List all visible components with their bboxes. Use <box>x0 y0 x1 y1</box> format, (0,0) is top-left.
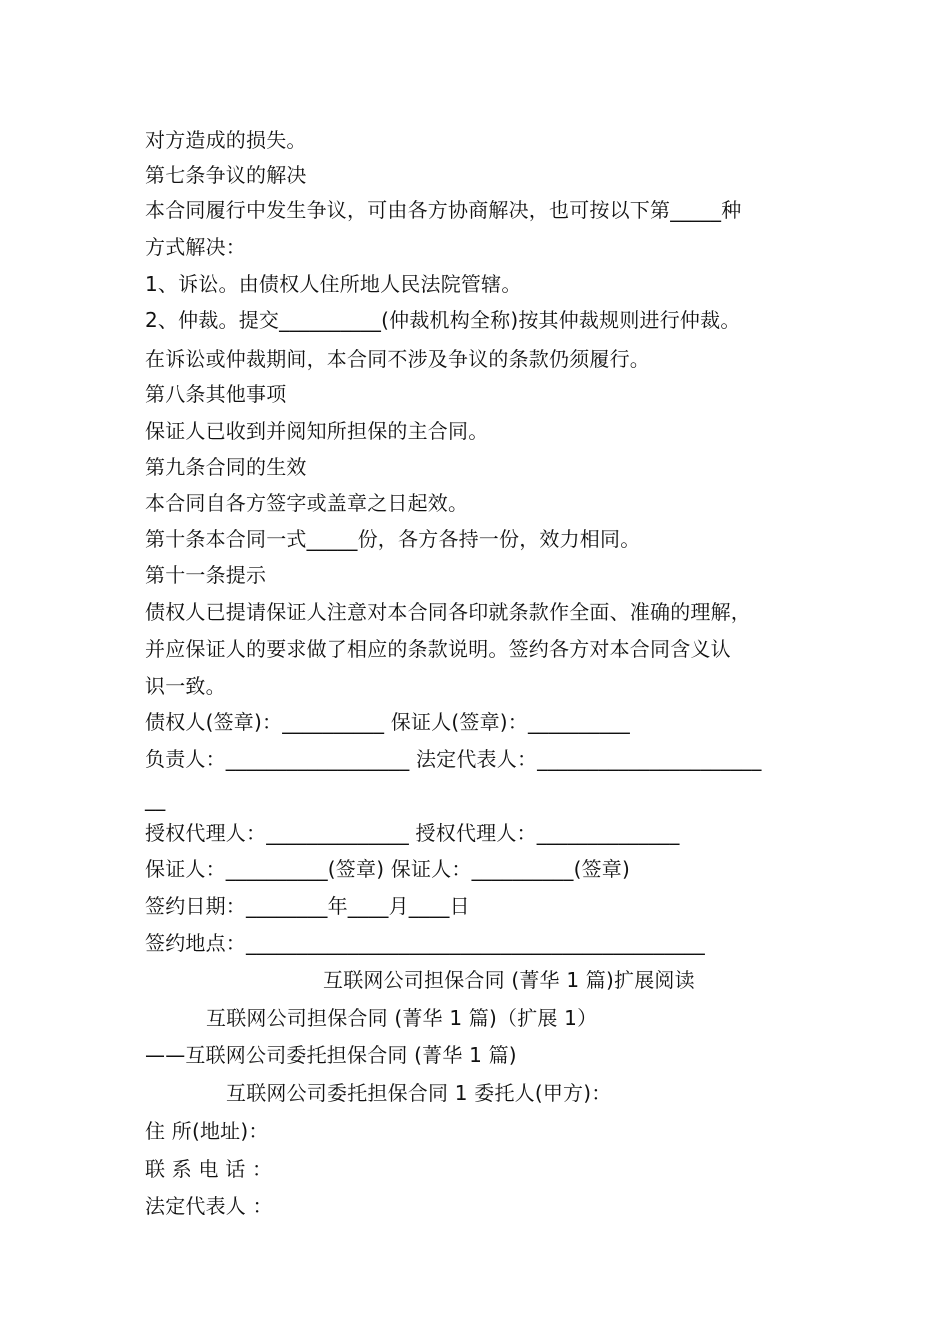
text-line: 识一致。 <box>145 674 226 698</box>
extended-reading-subtitle: ——互联网公司委托担保合同 (菁华 1 篇) <box>145 1043 517 1067</box>
text-line: 方式解决： <box>145 235 246 259</box>
form-field-label: 住 所(地址)： <box>145 1119 269 1143</box>
text-line: 第十条本合同一式_____份，各方各持一份，效力相同。 <box>145 527 641 551</box>
signature-line: 授权代理人：______________ 授权代理人：______________ <box>145 821 680 845</box>
form-field-label: 联 系 电 话 ： <box>145 1157 273 1181</box>
text-line: 本合同履行中发生争议，可由各方协商解决，也可按以下第_____种 <box>145 198 742 222</box>
text-line: 在诉讼或仲裁期间，本合同不涉及争议的条款仍须履行。 <box>145 347 650 371</box>
text-line: 债权人已提请保证人注意对本合同各印就条款作全面、准确的理解， <box>145 600 751 624</box>
section-heading: 第十一条提示 <box>145 563 267 587</box>
signature-line: 负责人：__________________ 法定代表人：______________________ <box>145 747 762 771</box>
signature-line: 债权人(签章)：__________ 保证人(签章)：__________ <box>145 710 630 734</box>
place-line: 签约地点：_____________________________________________ <box>145 931 705 955</box>
text-line: 保证人已收到并阅知所担保的主合同。 <box>145 419 489 443</box>
text-line: 对方造成的损失。 <box>145 128 307 152</box>
extended-reading-subtitle: 互联网公司担保合同 (菁华 1 篇)（扩展 1） <box>206 1006 598 1030</box>
section-heading: 第九条合同的生效 <box>145 455 307 479</box>
section-heading: 第七条争议的解决 <box>145 163 307 187</box>
date-line: 签约日期：________年____月____日 <box>145 894 470 918</box>
contract-title: 互联网公司委托担保合同 1 委托人(甲方)： <box>226 1081 612 1105</box>
text-line: 并应保证人的要求做了相应的条款说明。签约各方对本合同含义认 <box>145 637 731 661</box>
signature-line: __ <box>145 787 166 811</box>
text-line: 1、诉讼。由债权人住所地人民法院管辖。 <box>145 272 522 296</box>
text-line: 2、仲裁。提交__________(仲裁机构全称)按其仲裁规则进行仲裁。 <box>145 308 741 332</box>
text-line: 本合同自各方签字或盖章之日起效。 <box>145 491 469 515</box>
section-heading: 第八条其他事项 <box>145 382 287 406</box>
extended-reading-title: 互联网公司担保合同 (菁华 1 篇)扩展阅读 <box>323 968 695 992</box>
signature-line: 保证人：__________(签章) 保证人：__________(签章) <box>145 857 630 881</box>
form-field-label: 法定代表人 ： <box>145 1194 273 1218</box>
